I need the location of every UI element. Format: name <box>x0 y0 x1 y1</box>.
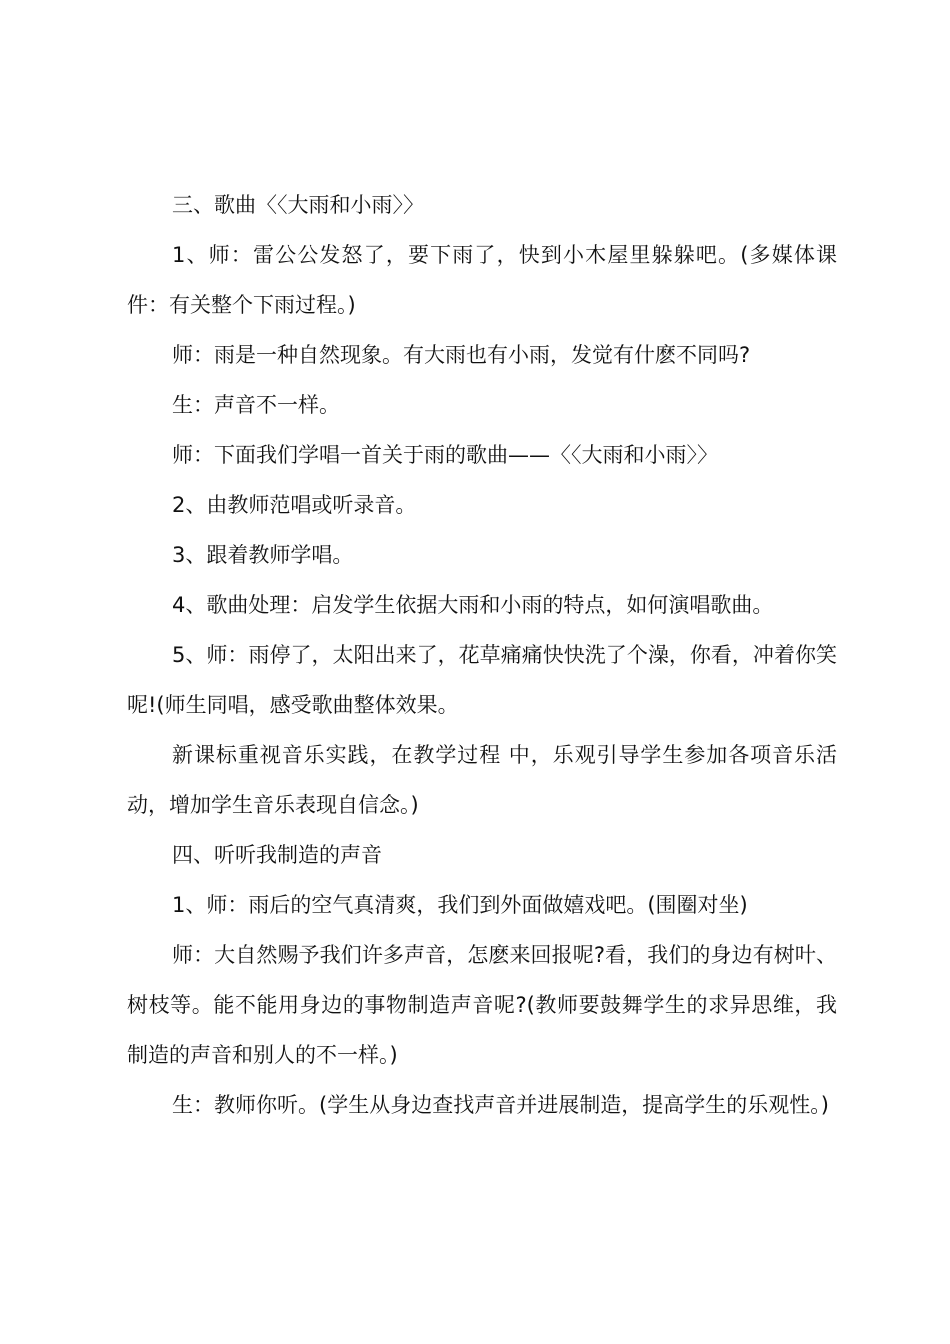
paragraph: 3、跟着教师学唱。 <box>172 543 354 567</box>
paragraph: 5、师：雨停了，太阳出来了，花草痛痛快快洗了个澡，你看，冲着你笑呢!(师生同唱，感受歌曲整体效果。 <box>127 643 837 717</box>
paragraph: 师：雨是一种自然现象。有大雨也有小雨，发觉有什麽不同吗? <box>172 343 751 367</box>
paragraph: 新课标重视音乐实践，在教学过程 中，乐观引导学生参加各项音乐活动，增加学生音乐表现自信念。) <box>127 743 837 817</box>
section-heading-song: 三、歌曲〈〈大雨和小雨〉〉 <box>172 193 424 217</box>
paragraph: 生：声音不一样。 <box>172 393 340 417</box>
document-body <box>127 180 837 1130</box>
paragraph: 师：下面我们学唱一首关于雨的歌曲——〈〈大雨和小雨〉〉 <box>172 443 718 467</box>
section-heading-sounds: 四、听听我制造的声音 <box>172 843 382 867</box>
paragraph: 生：教师你听。(学生从身边查找声音并进展制造，提高学生的乐观性。) <box>172 1093 829 1117</box>
paragraph: 4、歌曲处理：启发学生依据大雨和小雨的特点，如何演唱歌曲。 <box>172 593 774 617</box>
paragraph: 1、师：雨后的空气真清爽，我们到外面做嬉戏吧。(围圈对坐) <box>172 893 748 917</box>
paragraph: 师：大自然赐予我们许多声音，怎麽来回报呢?看，我们的身边有树叶、树枝等。能不能用身边的事物制造声音呢?(教师要鼓舞学生的求异思维，我制造的声音和别人的不一样。) <box>127 943 837 1067</box>
paragraph: 1、师：雷公公发怒了，要下雨了，快到小木屋里躲躲吧。(多媒体课件：有关整个下雨过程。) <box>127 243 837 317</box>
paragraph: 2、由教师范唱或听录音。 <box>172 493 417 517</box>
